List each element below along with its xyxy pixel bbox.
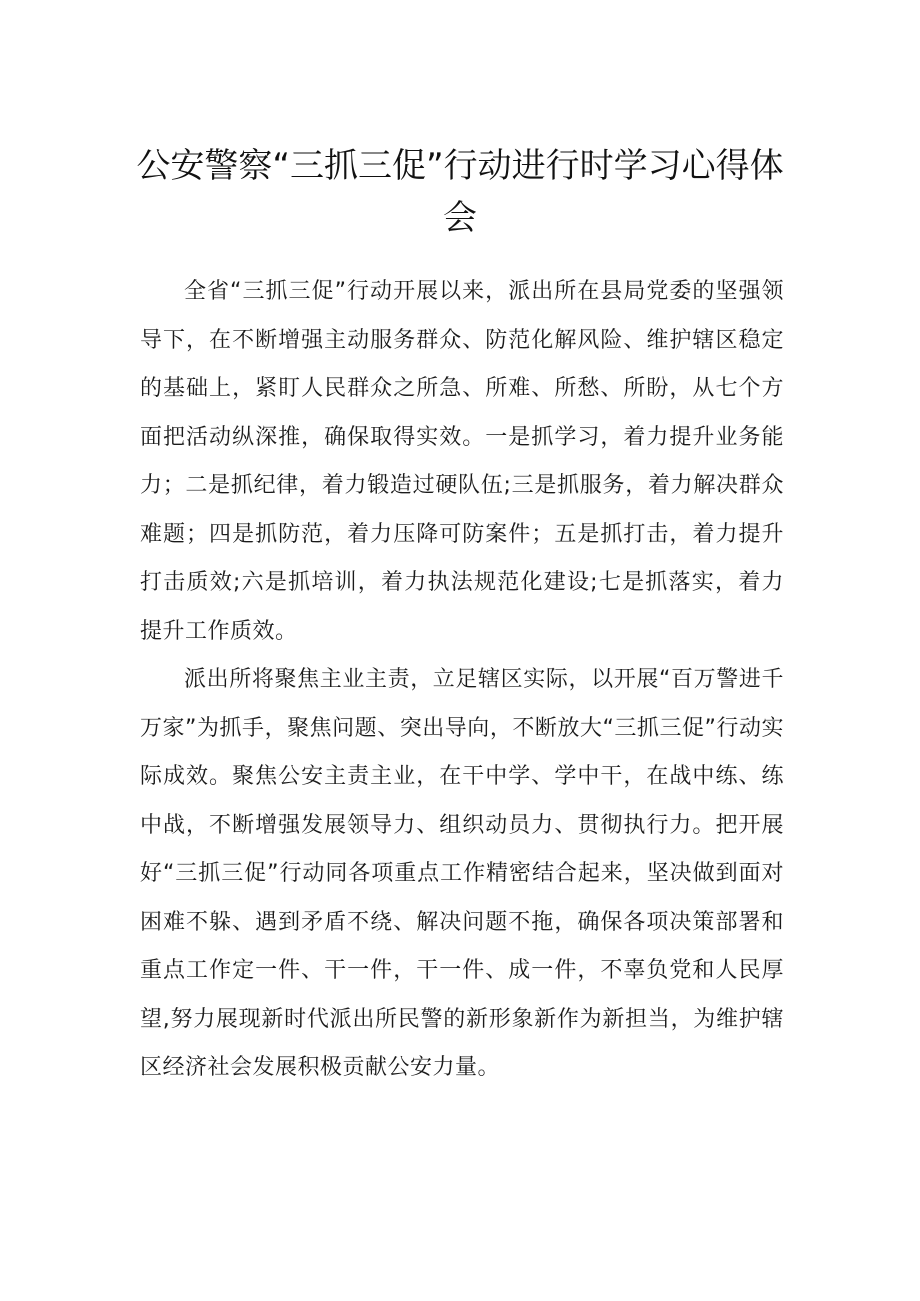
paragraph-2: 派出所将聚焦主业主责，立足辖区实际，以开展“百万警进千万家”为抓手，聚焦问题、突出导向，不断放大“三抓三促”行动实际成效。聚焦公安主责主业，在干中学、学中干，在战中练、练中战，不断增强发展领导力、组织动员力、贯彻执行力。把开展好“三抓三促”行动同各项重点工作精密结合起来，坚决做到面对困难不躲、遇到矛盾不绕、解决问题不拖，确保各项决策部署和重点工作定一件、干一件，干一件、成一件，不辜负党和人民厚望,努力展现新时代派出所民警的新形象新作为新担当，为维护辖区经济社会发展积极贡献公安力量。 [140,667,784,1080]
document-title: 公安警察“三抓三促”行动进行时学习心得体会 [136,146,784,238]
paragraph-1: 全省“三抓三促”行动开展以来，派出所在县局党委的坚强领导下，在不断增强主动服务群众、防范化解风险、维护辖区稳定的基础上，紧盯人民群众之所急、所难、所愁、所盼，从七个方面把活动纵深推，确保取得实效。一是抓学习，着力提升业务能力；二是抓纪律，着力锻造过硬队伍;三是抓服务，着力解决群众难题；四是抓防范，着力压降可防案件；五是抓打击，着力提升打击质效;六是抓培训，着力执法规范化建设;七是抓落实，着力提升工作质效。 [140,279,784,644]
document-body [140,268,784,1093]
